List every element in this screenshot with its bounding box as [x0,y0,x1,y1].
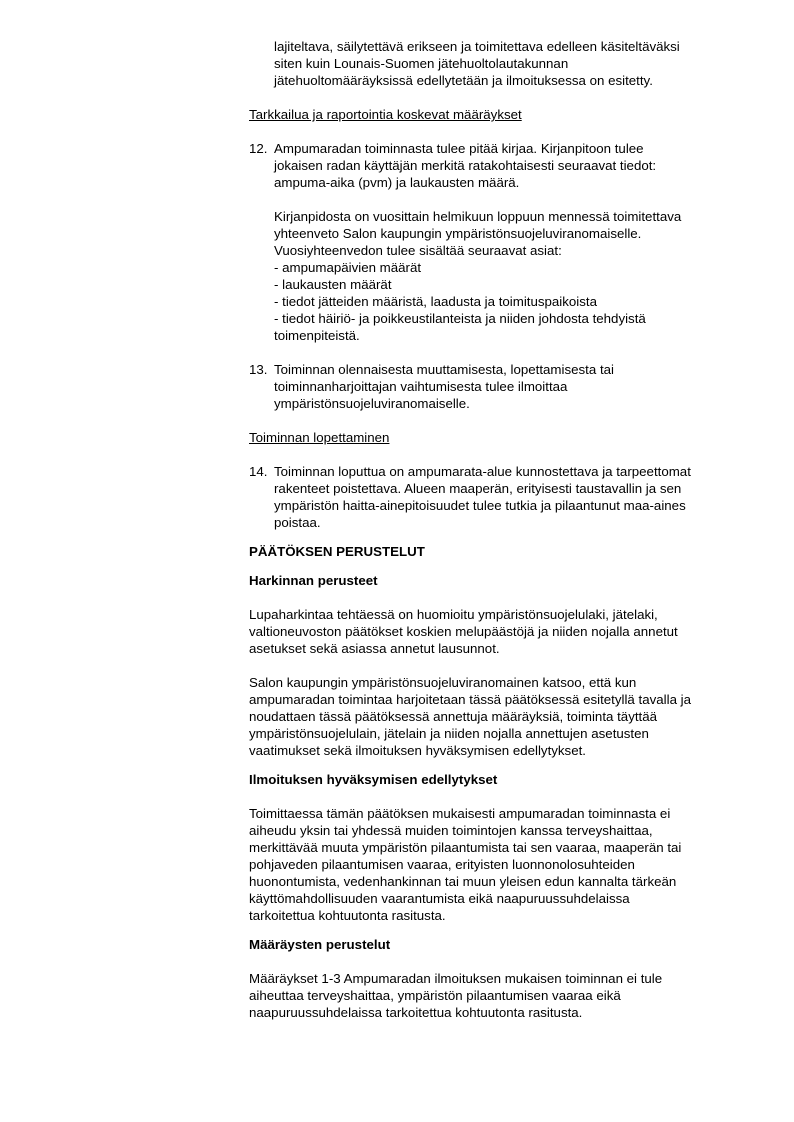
text-line: siten kuin Lounais-Suomen jätehuoltolautakunnan [274,56,569,71]
text-line: ampumaradan toimintaa harjoitetaan tässä päätöksessä esitetyllä tavalla ja [249,692,692,707]
list-item: - tiedot häiriö- ja poikkeustilanteista ja niiden johdosta tehdyistä [274,311,646,326]
text-line: rakenteet poistettava. Alueen maaperän, erityisesti taustavallin ja sen [274,481,682,496]
text-line: naapuruussuhdelaissa tarkoitettua kohtuutonta rasitusta. [249,1005,583,1020]
list-item: - laukausten määrät [274,277,392,292]
text-line: toimenpiteistä. [274,328,360,343]
monitoring-heading: Tarkkailua ja raportointia koskevat määräykset [249,107,522,122]
text-line: jokaisen radan käyttäjän merkitä ratakohtaisesti seuraavat tiedot: [274,158,657,173]
list-item: - ampumapäivien määrät [274,260,422,275]
text-line: poistaa. [274,515,321,530]
conditions-paragraph [249,805,749,924]
text-line: noudattaen tässä päätöksessä annettuja määräyksiä, toiminta täyttää [249,709,658,724]
text-line: ympäristönsuojeluviranomaiselle. [274,396,470,411]
regulation-item-12 [249,140,749,344]
text-line: yhteenveto Salon kaupungin ympäristönsuojeluviranomaiselle. [274,226,642,241]
text-line: Vuosiyhteenvedon tulee sisältää seuraavat asiat: [274,243,562,258]
consideration-paragraph-1 [249,606,749,657]
text-line: Määräykset 1-3 Ampumaradan ilmoituksen mukaisen toiminnan ei tule [249,971,663,986]
text-line: Salon kaupungin ympäristönsuojeluviranomainen katsoo, että kun [249,675,637,690]
text-line: ampuma-aika (pvm) ja laukausten määrä. [274,175,520,190]
text-line: Ampumaradan toiminnasta tulee pitää kirjaa. Kirjanpitoon tulee [274,141,644,156]
text-line: asetukset sekä asiassa annetut lausunnot. [249,641,500,656]
regulation-item-14 [249,463,749,531]
text-line: vaatimukset sekä ilmoituksen hyväksymisen edellytykset. [249,743,586,758]
regulations-paragraph [249,970,749,1021]
closure-heading: Toiminnan lopettaminen [249,430,390,445]
text-line: pohjaveden pilaantumisen vaaraa, erityisten luonnonolosuhteiden [249,857,635,872]
text-line: merkittävää muuta ympäristön pilaantumista tai sen vaaraa, maaperän tai [249,840,682,855]
text-line: Kirjanpidosta on vuosittain helmikuun loppuun mennessä toimitettava [274,209,682,224]
text-line: ympäristön haitta-ainepitoisuudet tulee tutkia ja pilaantunut maa-aines [274,498,686,513]
item-number: 12. [249,141,268,156]
text-line: aiheudu yksin tai yhdessä muiden toimintojen kanssa terveyshaittaa, [249,823,653,838]
consideration-paragraph-2 [249,674,749,759]
item-number: 14. [249,464,268,479]
text-line: huonontumista, vedenhankinnan tai muun yleisen edun kannalta tärkeän [249,874,677,889]
item-number: 13. [249,362,268,377]
text-line: Lupaharkintaa tehtäessä on huomioitu ympäristönsuojelulaki, jätelaki, [249,607,658,622]
regulations-heading: Määräysten perustelut [249,937,391,952]
text-line: Toiminnan loputtua on ampumarata-alue kunnostettava ja tarpeettomat [274,464,691,479]
consideration-heading: Harkinnan perusteet [249,573,378,588]
text-line: lajiteltava, säilytettävä erikseen ja toimitettava edelleen käsiteltäväksi [274,39,680,54]
text-line: ympäristönsuojelulain, jätelain ja niiden nojalla annettujen asetusten [249,726,649,741]
text-line: toiminnanharjoittajan vaihtumisesta tulee ilmoittaa [274,379,568,394]
text-line: jätehuoltomääräyksissä edellytetään ja ilmoituksessa on esitetty. [274,73,653,88]
text-line: käyttömahdollisuuden vaarantumista eikä naapuruussuhdelaissa [249,891,630,906]
text-line: Toiminnan olennaisesta muuttamisesta, lopettamisesta tai [274,362,614,377]
document-page [249,38,749,1021]
grounds-heading: PÄÄTÖKSEN PERUSTELUT [249,544,425,559]
regulation-item-13 [249,361,749,412]
conditions-heading: Ilmoituksen hyväksymisen edellytykset [249,772,498,787]
text-line: tarkoitettua kohtuutonta rasitusta. [249,908,446,923]
text-line: aiheuttaa terveyshaittaa, ympäristön pilaantumisen vaaraa eikä [249,988,621,1003]
list-item: - tiedot jätteiden määristä, laadusta ja toimituspaikoista [274,294,597,309]
continuation-paragraph [249,38,749,89]
text-line: valtioneuvoston päätökset koskien melupäästöjä ja niiden nojalla annetut [249,624,678,639]
text-line: Toimittaessa tämän päätöksen mukaisesti ampumaradan toiminnasta ei [249,806,671,821]
